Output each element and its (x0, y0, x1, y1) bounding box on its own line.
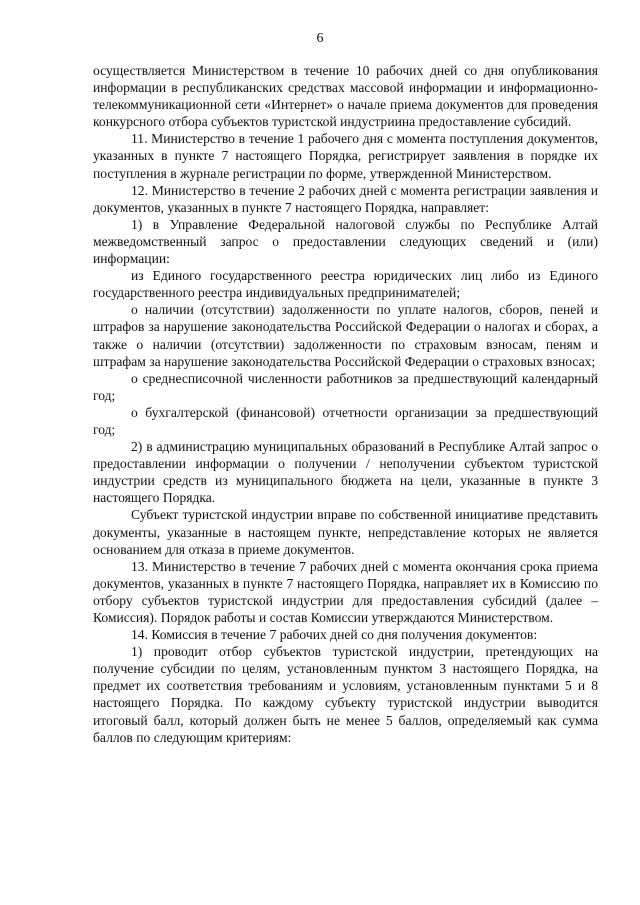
paragraph-14: 14. Комиссия в течение 7 рабочих дней со дня получения документов: (131, 627, 538, 643)
paragraph-headcount-info: о среднесписочной численности работников за предшествующий календарный год; (93, 370, 598, 403)
paragraph-12-item-2: 2) в администрацию муниципальных образований в Республике Алтай запрос о предоставлении информации о получении / неполучении субъектом туристской индустрии средств из муниципального бюджета на цели, указанные в пункте 3 настоящего Порядка. (93, 439, 598, 506)
page-number: 6 (316, 31, 324, 46)
paragraph-13: 13. Министерство в течение 7 рабочих дней с момента окончания срока приема документов, указанных в пункте 7 настоящего Порядка, направляет их в Комиссию по отбору субъектов туристской индустрии для предоставления субсидий (далее – Комиссия). Порядок работы и состав Комиссии утверждаются Министерством. (93, 558, 598, 625)
paragraph-11: 11. Министерство в течение 1 рабочего дня с момента поступления документов, указанных в пункте 7 настоящего Порядка, регистрирует заявления в порядке их поступления в журнале регистрации по форме, утвержденной Министерством. (93, 131, 598, 181)
document-body (93, 62, 598, 746)
paragraph-14-item-1: 1) проводит отбор субъектов туристской индустрии, претендующих на получение субсидии по целям, установленным пунктом 3 настоящего Порядка, на предмет их соответствия требованиям и условиям, установленным пунктами 5 и 8 настоящего Порядка. По каждому субъекту туристской индустрии выводится итоговый балл, который должен быть не менее 5 баллов, определяемый как сумма баллов по следующим критериям: (93, 644, 598, 745)
paragraph-registry-info: из Единого государственного реестра юридических лиц либо из Единого государственного реестра индивидуальных предпринимателей; (93, 268, 598, 301)
paragraph-accounting-info: о бухгалтерской (финансовой) отчетности организации за предшествующий год; (93, 404, 598, 437)
paragraph-12: 12. Министерство в течение 2 рабочих дней с момента регистрации заявления и документов, указанных в пункте 7 настоящего Порядка, направляет: (93, 182, 598, 215)
paragraph-12-item-1: 1) в Управление Федеральной налоговой службы по Республике Алтай межведомственный запрос о предоставлении следующих сведений и (или) информации: (93, 216, 598, 267)
paragraph-tax-debt-info: о наличии (отсутствии) задолженности по уплате налогов, сборов, пеней и штрафов за нарушение законодательства Российской Федерации о налогах и сборах, а также о наличии (отсутствии) задолженности по страховым взносам, пеням и штрафам за нарушение законодательства Российской Федерации о страховых взносах; (93, 302, 598, 369)
paragraph-own-initiative: Субъект туристской индустрии вправе по собственной инициативе представить документы, указанные в настоящем пункте, непредставление которых не является основанием для отказа в приеме документов. (93, 507, 598, 557)
paragraph-0: осуществляется Министерством в течение 10 рабочих дней со дня опубликования информации в республиканских средствах массовой информации и информационно-телекоммуникационной сети «Интернет» о начале приема документов для проведения конкурсного отбора субъектов туристской индустриина предоставление субсидий. (93, 63, 598, 130)
